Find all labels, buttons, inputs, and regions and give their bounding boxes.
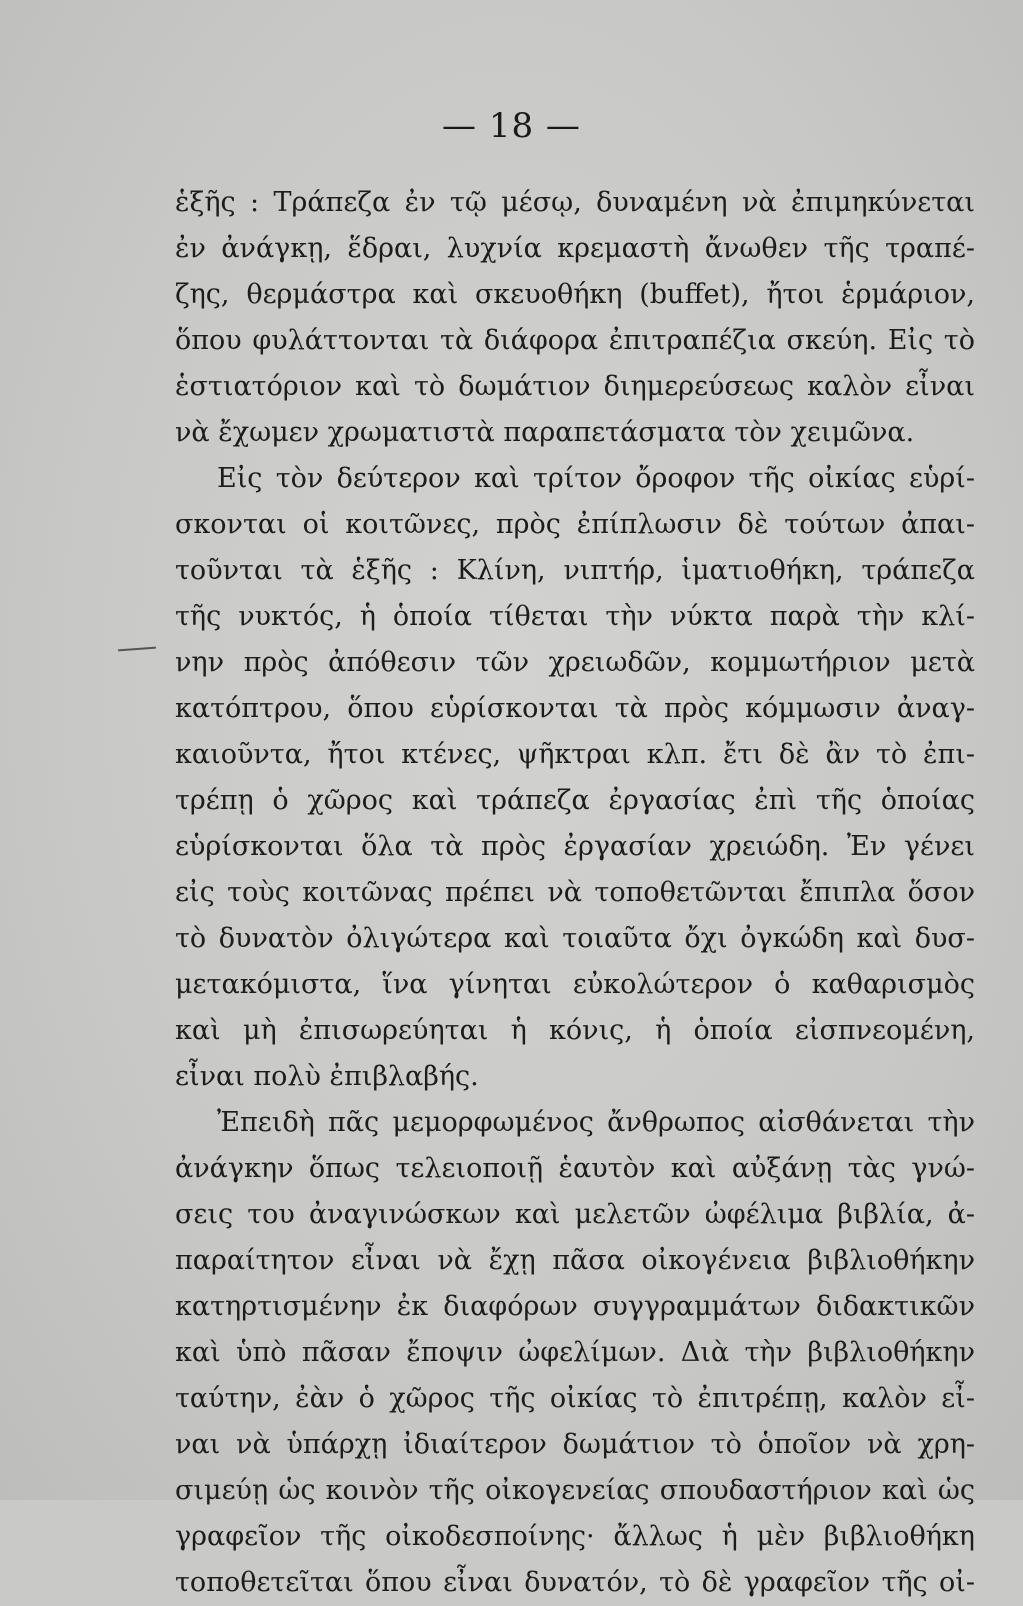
text-line: ὅπου φυλάττονται τὰ διάφορα ἐπιτραπέζια σκεύη. Εἰς τὸ bbox=[175, 325, 975, 356]
text-line: κατόπτρου, ὅπου εὑρίσκονται τὰ πρὸς κόμμωσιν ἀναγ- bbox=[175, 693, 975, 724]
text-line: ἑξῆς : Τράπεζα ἐν τῷ μέσῳ, δυναμένη νὰ ἐπιμηκύνεται bbox=[175, 187, 975, 218]
text-line: εἰς τοὺς κοιτῶνας πρέπει νὰ τοποθετῶνται ἔπιπλα ὅσον bbox=[175, 877, 975, 908]
text-line: ἐν ἀνάγκῃ, ἕδραι, λυχνία κρεμαστὴ ἄνωθεν τῆς τραπέ- bbox=[175, 233, 975, 264]
text-line: τρέπῃ ὁ χῶρος καὶ τράπεζα ἐργασίας ἐπὶ τῆς ὁποίας bbox=[175, 785, 975, 816]
text-line: σκονται οἱ κοιτῶνες, πρὸς ἐπίπλωσιν δὲ τούτων ἀπαι- bbox=[175, 509, 975, 540]
text-line: εἶναι πολὺ ἐπιβλαβής. bbox=[175, 1061, 479, 1092]
text-line: σιμεύῃ ὡς κοινὸν τῆς οἰκογενείας σπουδαστήριον καὶ ὡς bbox=[175, 1475, 975, 1506]
text-line: κατηρτισμένην ἐκ διαφόρων συγγραμμάτων διδακτικῶν bbox=[175, 1291, 975, 1322]
text-line: σεις του ἀναγινώσκων καὶ μελετῶν ὠφέλιμα βιβλία, ἀ- bbox=[175, 1199, 975, 1230]
text-line: ἀνάγκην ὅπως τελειοποιῇ ἑαυτὸν καὶ αὐξάνῃ τὰς γνώ- bbox=[175, 1153, 975, 1184]
text-line: γραφεῖον τῆς οἰκοδεσποίνης· ἄλλως ἡ μὲν βιβλιοθήκη bbox=[175, 1521, 975, 1552]
text-line: ταύτην, ἐὰν ὁ χῶρος τῆς οἰκίας τὸ ἐπιτρέπῃ, καλὸν εἶ- bbox=[175, 1383, 975, 1414]
text-line: καὶ μὴ ἐπισωρεύηται ἡ κόνις, ἡ ὁποία εἰσπνεομένη, bbox=[175, 1015, 975, 1046]
text-line: νην πρὸς ἀπόθεσιν τῶν χρειωδῶν, κομμωτήριον μετὰ bbox=[175, 647, 975, 678]
text-line: καὶ ὑπὸ πᾶσαν ἔποψιν ὠφελίμων. Διὰ τὴν βιβλιοθήκην bbox=[175, 1337, 975, 1368]
text-line: νὰ ἔχωμεν χρωματιστὰ παραπετάσματα τὸν χειμῶνα. bbox=[175, 417, 915, 448]
margin-pencil-mark bbox=[118, 647, 156, 652]
text-line: Ἐπειδὴ πᾶς μεμορφωμένος ἄνθρωπος αἰσθάνεται τὴν bbox=[217, 1107, 975, 1138]
text-line: ζης, θερμάστρα καὶ σκευοθήκη (buffet), ἤτοι ἑρμάριον, bbox=[175, 279, 975, 310]
text-line: καιοῦντα, ἤτοι κτένες, ψῆκτραι κλπ. ἔτι δὲ ἂν τὸ ἐπι- bbox=[175, 739, 975, 770]
text-line: εὑρίσκονται ὅλα τὰ πρὸς ἐργασίαν χρειώδη. Ἐν γένει bbox=[175, 831, 975, 862]
body-text bbox=[175, 180, 975, 1606]
text-line: μετακόμιστα, ἵνα γίνηται εὐκολώτερον ὁ καθαρισμὸς bbox=[175, 969, 975, 1000]
text-line: τὸ δυνατὸν ὀλιγώτερα καὶ τοιαῦτα ὄχι ὀγκώδη καὶ δυσ- bbox=[175, 923, 975, 954]
text-line: τῆς νυκτός, ἡ ὁποία τίθεται τὴν νύκτα παρὰ τὴν κλί- bbox=[175, 601, 975, 632]
text-line: παραίτητον εἶναι νὰ ἔχῃ πᾶσα οἰκογένεια βιβλιοθήκην bbox=[175, 1245, 975, 1276]
text-line: ναι νὰ ὑπάρχῃ ἰδιαίτερον δωμάτιον τὸ ὁποῖον νὰ χρη- bbox=[175, 1429, 975, 1460]
text-line: τοποθετεῖται ὅπου εἶναι δυνατόν, τὸ δὲ γραφεῖον τῆς οἰ- bbox=[175, 1567, 975, 1598]
text-line: τοῦνται τὰ ἑξῆς : Κλίνη, νιπτήρ, ἱματιοθήκη, τράπεζα bbox=[175, 555, 975, 586]
text-line: Εἰς τὸν δεύτερον καὶ τρίτον ὄροφον τῆς οἰκίας εὑρί- bbox=[217, 463, 975, 494]
page-number: — 18 — bbox=[442, 106, 581, 146]
text-line: ἑστιατόριον καὶ τὸ δωμάτιον διημερεύσεως καλὸν εἶναι bbox=[175, 371, 975, 402]
